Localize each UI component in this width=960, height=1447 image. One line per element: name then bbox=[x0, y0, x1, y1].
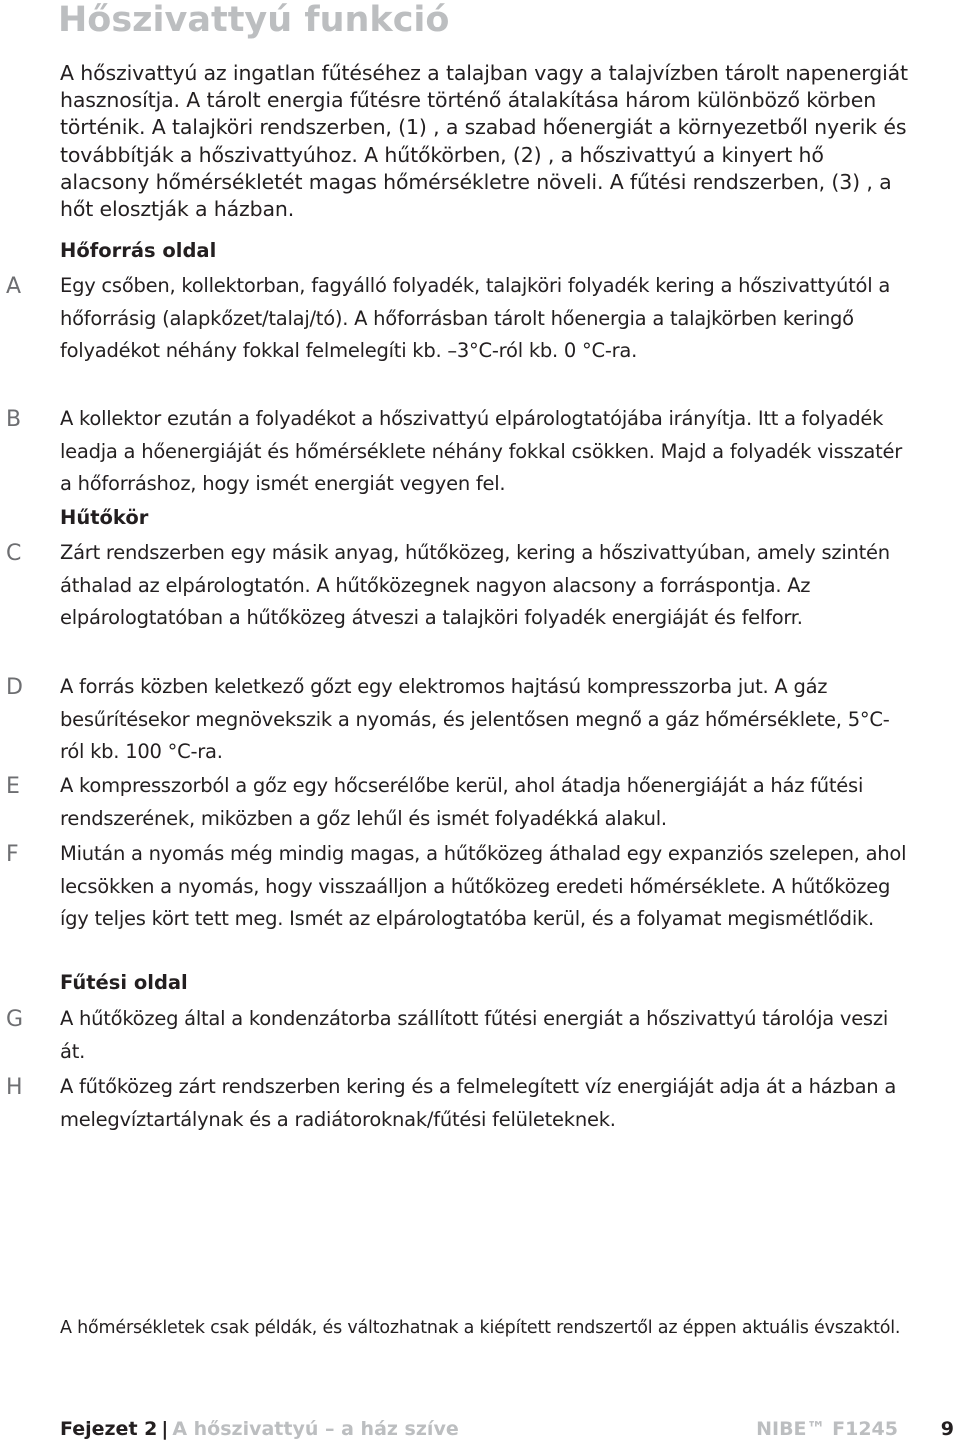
paragraph-c: Zárt rendszerben egy másik anyag, hűtőközeg, kering a hőszivattyúban, amely szintén áthalad az elpárologtatón. A hűtőközegnek nagyon alacsony a forráspontja. Az elpárologtatóban a hűtőközeg átveszi a talajköri folyadék energiáját és felforr. bbox=[60, 541, 890, 629]
footer-separator: | bbox=[161, 1418, 169, 1440]
intro-paragraph bbox=[60, 60, 910, 223]
footnote: A hőmérsékletek csak példák, és változhatnak a kiépített rendszertől az éppen aktuális évszaktól. bbox=[60, 1318, 901, 1338]
paragraph-e: A kompresszorból a gőz egy hőcserélőbe kerül, ahol átadja hőenergiáját a ház fűtési rendszerének, miközben a gőz lehűl és ismét folyadékká alakul. bbox=[60, 774, 864, 830]
paragraph-a: Egy csőben, kollektorban, fagyálló folyadék, talajköri folyadék kering a hőszivattyútól a hőforrásig (alapkőzet/talaj/tó). A hőforrásban tárolt hőenergia a talajkörben keringő folyadékot néhány fokkal felmelegíti kb. –3°C-ról kb. 0 °C-ra. bbox=[60, 274, 891, 362]
marker-d: D bbox=[6, 675, 23, 700]
page-number: 9 bbox=[940, 1418, 954, 1440]
paragraph-d: A forrás közben keletkező gőzt egy elektromos hajtású kompresszorba jut. A gáz besűrítésekor megnövekszik a nyomás, és jelentősen megnő a gáz hőmérséklete, 5°C-ról kb. 100 °C-ra. bbox=[60, 675, 890, 763]
marker-b: B bbox=[6, 407, 22, 432]
paragraph-h: A fűtőközeg zárt rendszerben kering és a felmelegített víz energiáját adja át a házban a melegvíztartálynak és a radiátoroknak/fűtési felületeknek. bbox=[60, 1075, 897, 1131]
paragraph-f: Miután a nyomás még mindig magas, a hűtőközeg áthalad egy expanziós szelepen, ahol lecsökken a nyomás, hogy visszaálljon a hűtőközeg eredeti hőmérséklete. A hűtőközeg így teljes kört tett meg. Ismét az elpárologtatóba kerül, és a folyamat megismétlődik. bbox=[60, 842, 907, 930]
paragraph-g: A hűtőközeg által a kondenzátorba szállított fűtési energiát a hőszivattyú tárolója veszi át. bbox=[60, 1007, 888, 1063]
page-title: Hőszivattyú funkció bbox=[58, 0, 450, 40]
marker-g: G bbox=[6, 1007, 24, 1032]
heading-heating: Fűtési oldal bbox=[60, 971, 188, 994]
marker-c: C bbox=[6, 541, 22, 566]
heading-heat-source: Hőforrás oldal bbox=[60, 239, 217, 262]
footer-subtitle: A hőszivattyú – a ház szíve bbox=[172, 1418, 459, 1440]
marker-h: H bbox=[6, 1075, 23, 1100]
marker-f: F bbox=[6, 842, 19, 867]
heading-refrigerant: Hűtőkör bbox=[60, 506, 149, 529]
footer-product: NIBE™ F1245 bbox=[756, 1418, 898, 1440]
footer-chapter: Fejezet 2 bbox=[60, 1418, 158, 1440]
marker-a: A bbox=[6, 274, 22, 299]
intro-text: A hőszivattyú az ingatlan fűtéséhez a talajban vagy a talajvízben tárolt napenergiát hasznosítja. A tárolt energia fűtésre történő átalakítása három különböző körben történik. A talajköri rendszerben, (1) , a szabad hőenergiát a környezetből nyerik és továbbítják a hőszivattyúhoz. A hűtőkörben, (2) , a hőszivattyú a kinyert hő alacsony hőmérsékletét magas hőmérsékletre növeli. A fűtési rendszerben, (3) , a hőt elosztják a házban. bbox=[60, 61, 908, 222]
marker-e: E bbox=[6, 774, 20, 799]
paragraph-b: A kollektor ezután a folyadékot a hőszivattyú elpárologtatójába irányítja. Itt a folyadék leadja a hőenergiáját és hőmérséklete néhány fokkal csökken. Majd a folyadék visszatér a hőforráshoz, hogy ismét energiát vegyen fel. bbox=[60, 407, 903, 495]
page-footer bbox=[60, 1414, 960, 1444]
